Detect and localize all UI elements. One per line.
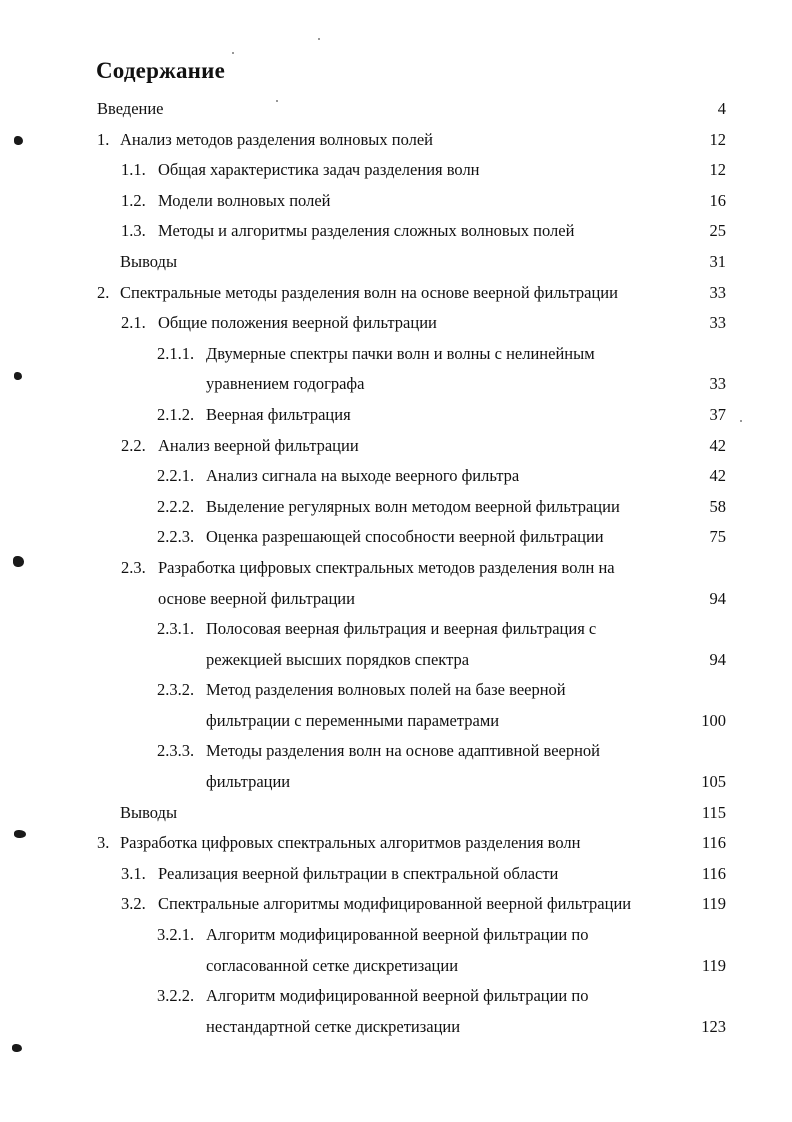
toc-entry-continuation xyxy=(0,369,792,400)
toc-entry-number: 1.2. xyxy=(121,190,146,210)
scan-hole-mark xyxy=(14,372,22,380)
toc-entry-number: 2.2.3. xyxy=(157,527,195,547)
toc-entry-page: 16 xyxy=(709,190,726,210)
toc-entry-page: 105 xyxy=(701,772,726,792)
toc-entry-text: режекцией высших порядков спектра xyxy=(206,649,470,669)
toc-entry-page: 4 xyxy=(717,99,726,118)
toc-entry-page: 31 xyxy=(709,251,726,271)
toc-entry-continuation xyxy=(0,706,792,737)
toc-entry-page: 119 xyxy=(701,955,726,975)
toc-entry xyxy=(0,553,792,584)
toc-entry xyxy=(0,522,792,553)
toc-entry-text: Выделение регулярных волн методом веерной фильтрации xyxy=(206,496,620,516)
toc-entry-text: Метод разделения волновых полей на базе веерной xyxy=(206,680,566,700)
toc-entry-text: Выводы xyxy=(120,802,178,822)
toc-entry xyxy=(0,278,792,309)
toc-entry-number: 2.3.1. xyxy=(157,619,195,639)
toc-entry-text: Реализация веерной фильтрации в спектральной области xyxy=(158,863,559,883)
toc-entry-number: 3.2.2. xyxy=(157,986,195,1006)
toc-entry-number: 1.3. xyxy=(121,221,146,241)
toc-entry-number: 2.1.2. xyxy=(157,404,195,424)
toc-entry xyxy=(0,675,792,706)
toc-entry-number: 1. xyxy=(97,129,110,149)
toc-entry-page: 123 xyxy=(701,1016,726,1036)
toc-entry-text: Оценка разрешающей способности веерной фильтрации xyxy=(206,527,604,547)
toc-entry-number: 2.1. xyxy=(121,313,146,333)
toc-entry-page: 37 xyxy=(709,404,726,424)
toc-entry-page: 94 xyxy=(709,588,726,608)
toc-entry-page: 75 xyxy=(709,527,726,547)
toc-entry-text: фильтрации с переменными параметрами xyxy=(206,710,500,730)
toc-entry-page: 94 xyxy=(709,649,726,669)
toc-entry-number: 3. xyxy=(97,833,110,853)
toc-entry-number: 2. xyxy=(97,282,110,302)
toc-entry-page: 42 xyxy=(709,466,726,486)
toc-entry-number: 2.2.1. xyxy=(157,466,195,486)
toc-entry-page: 12 xyxy=(709,129,726,149)
toc-entry-page: 116 xyxy=(701,833,726,853)
toc-entry-page: 58 xyxy=(709,496,726,516)
scan-speck xyxy=(318,38,320,40)
toc-entry-text: нестандартной сетке дискретизации xyxy=(206,1016,461,1036)
toc-entry-number: 3.1. xyxy=(121,863,146,883)
toc-entry-text: Веерная фильтрация xyxy=(206,404,351,424)
toc-entry-page: 33 xyxy=(709,313,726,333)
toc-entry-number: 3.2.1. xyxy=(157,925,195,945)
toc-entry-text: Анализ методов разделения волновых полей xyxy=(120,129,433,149)
toc-entry xyxy=(0,828,792,859)
toc-entry-continuation xyxy=(0,951,792,982)
toc-entry-number: 2.3.2. xyxy=(157,680,195,700)
toc-entry-text: Общие положения веерной фильтрации xyxy=(158,313,437,333)
scan-hole-mark xyxy=(14,136,23,145)
toc-entry xyxy=(0,186,792,217)
scan-speck xyxy=(740,420,742,422)
toc-entry-text: Разработка цифровых спектральных алгоритмов разделения волн xyxy=(120,833,581,853)
toc-entry-text: основе веерной фильтрации xyxy=(158,588,355,608)
toc-entry xyxy=(0,920,792,951)
toc-entry-page: 100 xyxy=(701,710,726,730)
toc-entry-text: Анализ веерной фильтрации xyxy=(158,435,359,455)
toc-entry-number: 2.3. xyxy=(121,557,146,577)
toc-entry xyxy=(0,247,792,278)
toc-entry-text: фильтрации xyxy=(206,772,291,792)
toc-entry-page: 116 xyxy=(701,863,726,883)
toc-entry-text: Полосовая веерная фильтрация и веерная фильтрация с xyxy=(206,619,597,639)
toc-entry-text: Алгоритм модифицированной веерной фильтрации по xyxy=(206,925,589,945)
scan-speck xyxy=(276,100,278,102)
toc-entry-text: Двумерные спектры пачки волн и волны с нелинейным xyxy=(206,343,595,363)
toc-entry-text: Методы и алгоритмы разделения сложных волновых полей xyxy=(158,221,575,241)
toc-entry-number: 2.3.3. xyxy=(157,741,195,761)
toc-entry xyxy=(0,339,792,370)
toc-entry xyxy=(0,889,792,920)
toc-entry xyxy=(0,308,792,339)
page-title: Содержание xyxy=(96,58,225,83)
toc-entry-page: 119 xyxy=(701,894,726,914)
toc-entry xyxy=(0,400,792,431)
toc-entry-text: уравнением годографа xyxy=(206,374,365,394)
toc-entry xyxy=(0,736,792,767)
toc-entry-text: Алгоритм модифицированной веерной фильтрации по xyxy=(206,986,589,1006)
toc-entry-text: Общая характеристика задач разделения волн xyxy=(158,160,480,180)
toc-entry-text: Введение xyxy=(97,99,164,118)
toc-entry xyxy=(0,859,792,890)
scan-speck xyxy=(232,52,234,54)
toc-entry-number: 1.1. xyxy=(121,160,146,180)
toc-entry-text: Спектральные методы разделения волн на основе веерной фильтрации xyxy=(120,282,618,302)
toc-entry-number: 2.2.2. xyxy=(157,496,195,516)
toc-entry-text: Методы разделения волн на основе адаптивной веерной xyxy=(206,741,601,761)
toc-entry xyxy=(0,461,792,492)
table-of-contents xyxy=(0,94,792,1042)
toc-entry-text: Анализ сигнала на выходе веерного фильтра xyxy=(206,466,520,486)
toc-entry-number: 2.1.1. xyxy=(157,343,195,363)
toc-entry xyxy=(0,94,792,125)
scan-hole-mark xyxy=(12,1044,22,1052)
toc-entry-page: 33 xyxy=(709,374,726,394)
toc-entry xyxy=(0,125,792,156)
toc-entry-text: согласованной сетке дискретизации xyxy=(206,955,459,975)
toc-entry-text: Модели волновых полей xyxy=(158,190,331,210)
scan-hole-mark xyxy=(13,556,24,567)
toc-entry xyxy=(0,492,792,523)
toc-entry xyxy=(0,431,792,462)
toc-entry-continuation xyxy=(0,645,792,676)
toc-entry-page: 115 xyxy=(701,802,726,822)
toc-entry-page: 42 xyxy=(709,435,726,455)
toc-entry xyxy=(0,155,792,186)
toc-entry-continuation xyxy=(0,1012,792,1043)
toc-entry-continuation xyxy=(0,584,792,615)
toc-entry-page: 12 xyxy=(709,160,726,180)
toc-entry-number: 3.2. xyxy=(121,894,146,914)
toc-entry-page: 33 xyxy=(709,282,726,302)
toc-entry xyxy=(0,798,792,829)
toc-entry-text: Спектральные алгоритмы модифицированной веерной фильтрации xyxy=(158,894,632,914)
toc-entry-page: 25 xyxy=(709,221,726,241)
toc-entry-number: 2.2. xyxy=(121,435,146,455)
toc-entry-text: Разработка цифровых спектральных методов разделения волн на xyxy=(158,557,615,577)
toc-entry xyxy=(0,216,792,247)
toc-entry xyxy=(0,614,792,645)
scan-hole-mark xyxy=(14,830,26,838)
toc-entry-text: Выводы xyxy=(120,251,178,271)
toc-entry-continuation xyxy=(0,767,792,798)
toc-entry xyxy=(0,981,792,1012)
